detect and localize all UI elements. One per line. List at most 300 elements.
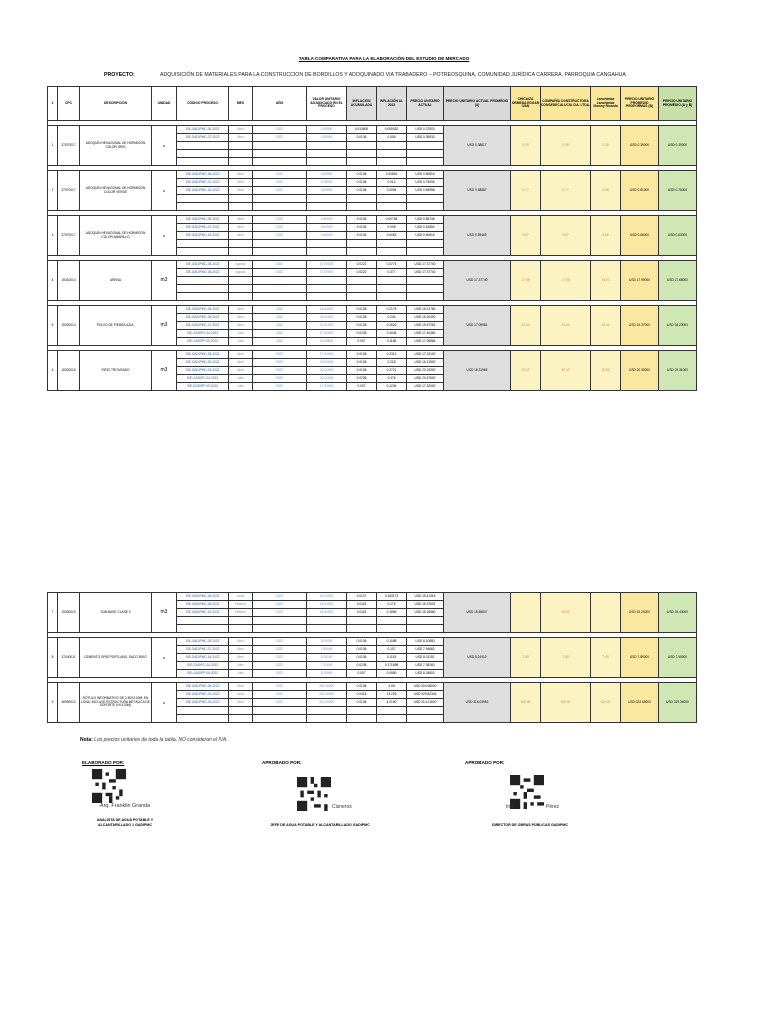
process-month (229, 277, 253, 285)
signature-2-heading: APROBADO POR: (262, 760, 302, 765)
item-unit: u (152, 683, 177, 723)
process-month: Julio (229, 338, 253, 346)
price-current: USD 0.60816 (407, 171, 444, 179)
process-code (177, 625, 229, 633)
provider-2-price: 0.77 (541, 171, 591, 211)
adjudicated-value: 15.00000 (307, 601, 347, 609)
header-avg-total: PRECIO UNITARIO PROMEDIO (A y B) (659, 87, 697, 121)
process-code: SIE-GADIPMC-07-2022 (177, 224, 229, 232)
process-year: 2022 (253, 322, 307, 330)
adjudicated-value (307, 277, 347, 285)
item-cpc: 15310014 (58, 261, 80, 301)
process-month: Abril (229, 314, 253, 322)
inflation-2023: 0.00816 (377, 171, 407, 179)
process-year: 2022 (253, 269, 307, 277)
provider-1-price: 340.46 (511, 683, 541, 723)
header-inflation-acc: INFLACIÓN ACUMULADA (347, 87, 377, 121)
adjudicated-value (307, 248, 347, 256)
inflation-2023 (377, 142, 407, 150)
adjudicated-value: 7.80000 (307, 646, 347, 654)
avg-proformas-price: USD 17.99000 (621, 261, 659, 301)
provider-1-price: 0.77 (511, 171, 541, 211)
qr-code-icon (510, 775, 544, 809)
adjudicated-value (307, 203, 347, 211)
process-month: Abril (229, 322, 253, 330)
item-number: 8 (48, 638, 58, 678)
inflation-accumulated (347, 277, 377, 285)
price-current: USD 0.69958 (407, 187, 444, 195)
adjudicated-value: 16.00000 (307, 359, 347, 367)
adjudicated-value: 17.00000 (307, 261, 347, 269)
item-unit: m3 (152, 351, 177, 391)
process-code (177, 142, 229, 150)
price-current (407, 617, 444, 625)
provider-2-price: 7.89 (541, 638, 591, 678)
process-code (177, 158, 229, 166)
item-number: 7 (48, 593, 58, 633)
process-month (229, 203, 253, 211)
inflation-2023: 0.218 (377, 359, 407, 367)
process-code (177, 195, 229, 203)
process-month: Abril (229, 351, 253, 359)
footnote (80, 737, 228, 743)
process-year (253, 240, 307, 248)
inflation-2023: 0.377 (377, 269, 407, 277)
process-code (177, 277, 229, 285)
process-code: SIE-GADIPMC-05-2022 (177, 306, 229, 314)
header-month: MES (229, 87, 253, 121)
process-month: Junio (229, 593, 253, 601)
process-month: Junio (229, 691, 253, 699)
adjudicated-value: 7.21000 (307, 662, 347, 670)
process-month (229, 617, 253, 625)
inflation-accumulated: 0.0222 (347, 269, 377, 277)
process-code: SIE-GADIPMC-03-2022 (177, 367, 229, 375)
provider-1-price: 20.00 (511, 306, 541, 346)
signature-2-role: JEFE DE AGUA POTABLE Y ALCANTARILLADO GADIPMC (270, 823, 370, 827)
process-year: 2022 (253, 638, 307, 646)
price-current (407, 158, 444, 166)
inflation-accumulated: 0.007 (347, 338, 377, 346)
adjudicated-value: 15.00000 (307, 314, 347, 322)
provider-3-price: 0.68 (591, 171, 621, 211)
inflation-accumulated (347, 715, 377, 723)
adjudicated-value: 17.00000 (307, 330, 347, 338)
inflation-2023: 0.1189 (377, 338, 407, 346)
price-current: USD 0.55748 (407, 216, 444, 224)
inflation-accumulated: 0.0136 (347, 683, 377, 691)
inflation-accumulated: 0.007 (347, 383, 377, 391)
process-year: 2022 (253, 134, 307, 142)
price-current (407, 248, 444, 256)
process-year: 2022 (253, 261, 307, 269)
process-year (253, 150, 307, 158)
table-row (48, 216, 697, 224)
price-current (407, 277, 444, 285)
process-code: SIE-GADIPMC-16-2022 (177, 232, 229, 240)
process-month (229, 625, 253, 633)
inflation-accumulated: 0.0136 (347, 367, 377, 375)
inflation-2023: 13.225 (377, 691, 407, 699)
avg-proformas-price: USD 7.89000 (621, 638, 659, 678)
process-month: Abril (229, 232, 253, 240)
adjudicated-value (307, 150, 347, 158)
inflation-2023 (377, 707, 407, 715)
inflation-accumulated: 0.0136 (347, 638, 377, 646)
price-current: USD 17.37740 (407, 269, 444, 277)
price-current (407, 142, 444, 150)
process-year: 2022 (253, 224, 307, 232)
header-avg-current: PRECIO UNITARIO ACTUAL PROMEDIO (X) (444, 87, 511, 121)
inflation-accumulated (347, 285, 377, 293)
process-year: 2022 (253, 683, 307, 691)
price-current: USD 20.23300 (407, 367, 444, 375)
signature-3-name: Pérez (546, 804, 560, 810)
process-year (253, 715, 307, 723)
inflation-accumulated (347, 617, 377, 625)
provider-3-price: 320.20 (591, 683, 621, 723)
adjudicated-value: 0.60000 (307, 232, 347, 240)
process-year: 2022 (253, 330, 307, 338)
process-month: Abril (229, 224, 253, 232)
table-row (48, 126, 697, 134)
table-row (48, 593, 697, 601)
inflation-2023 (377, 240, 407, 248)
adjudicated-value (307, 293, 347, 301)
item-unit: m3 (152, 593, 177, 633)
process-code (177, 248, 229, 256)
adjudicated-value: 20.00000 (307, 367, 347, 375)
inflation-2023: 0.1856 (377, 609, 407, 617)
process-month (229, 248, 253, 256)
process-month: Abril (229, 367, 253, 375)
inflation-2023: 0.00748 (377, 216, 407, 224)
process-year (253, 195, 307, 203)
inflation-accumulated (347, 707, 377, 715)
inflation-accumulated: 0.0136 (347, 171, 377, 179)
item-unit: m3 (152, 261, 177, 301)
inflation-accumulated: 0.0136 (347, 314, 377, 322)
price-current: USD 314.21600 (407, 699, 444, 707)
process-month (229, 240, 253, 248)
process-month (229, 285, 253, 293)
price-current: USD 304.08000 (407, 683, 444, 691)
process-year: 2022 (253, 646, 307, 654)
process-month: Abril (229, 359, 253, 367)
adjudicated-value (307, 195, 347, 203)
price-current (407, 285, 444, 293)
footnote-text: Los precios unitarios de toda la tabla, NO consideran el IVA. (94, 737, 228, 743)
avg-proformas-price: USD 0.66000 (621, 216, 659, 256)
inflation-2023: 0.171598 (377, 662, 407, 670)
process-code: SIE-GADIPMC-05-2022 (177, 638, 229, 646)
process-code: SIE-GADIPMC-06-2022 (177, 593, 229, 601)
provider-2-price: 0.67 (541, 216, 591, 256)
process-code: SIE-GADIPP-09-2022 (177, 383, 229, 391)
inflation-accumulated: 0.0136 (347, 322, 377, 330)
avg-total-price: USD 0.75000 (659, 171, 697, 211)
process-month: Julio (229, 383, 253, 391)
item-unit: u (152, 171, 177, 211)
process-code: SIE-GADIPMC-06-2022 (177, 216, 229, 224)
price-current: USD 0.39530 (407, 134, 444, 142)
header-price-current: PRECIO UNITARIO ACTUAL (407, 87, 444, 121)
inflation-2023 (377, 203, 407, 211)
item-unit: m3 (152, 306, 177, 346)
price-current: USD 0.60816 (407, 232, 444, 240)
inflation-2023: 0.163173 (377, 593, 407, 601)
process-year: 2022 (253, 670, 307, 678)
inflation-accumulated: 0.0136 (347, 232, 377, 240)
item-cpc: 37440011 (58, 638, 80, 678)
process-month: Abril (229, 134, 253, 142)
signature-1-heading: ELABORADO POR: (82, 760, 125, 765)
adjudicated-value: 0.75000 (307, 179, 347, 187)
process-month: Abril (229, 699, 253, 707)
process-code (177, 707, 229, 715)
process-code: SIE-GADIPMC-06-2022 (177, 171, 229, 179)
process-year: 2022 (253, 609, 307, 617)
item-unit: u (152, 126, 177, 166)
price-current: USD 16.21800 (407, 359, 444, 367)
process-code (177, 240, 229, 248)
process-month: Abril (229, 683, 253, 691)
document-title: TABLA COMPARATIVA PARA LA ELABORACIÓN DEL ESTUDIO DE MERCADO (298, 56, 470, 61)
adjudicated-value: 8.00000 (307, 638, 347, 646)
price-current (407, 150, 444, 158)
inflation-accumulated (347, 158, 377, 166)
adjudicated-value: 0.69900 (307, 187, 347, 195)
adjudicated-value: 0.39900 (307, 126, 347, 134)
inflation-2023: 0.0082 (377, 232, 407, 240)
inflation-accumulated: 0.0136 (347, 134, 377, 142)
avg-current-price: USD 17.09964 (444, 306, 511, 346)
avg-proformas-price: USD 19.37000 (621, 306, 659, 346)
provider-3-price: 18.00 (591, 306, 621, 346)
process-year: 2022 (253, 338, 307, 346)
inflation-2023 (377, 158, 407, 166)
item-number: 4 (48, 261, 58, 301)
header-cpc: CPC (58, 87, 80, 121)
process-code: SIE-GADIPMC-07-2022 (177, 179, 229, 187)
provider-3-price: 0.65 (591, 216, 621, 256)
item-cpc: 37570017 (58, 171, 80, 211)
process-code (177, 617, 229, 625)
inflation-accumulated: 0.0116 (347, 609, 377, 617)
avg-current-price: USD 17.37740 (444, 261, 511, 301)
provider-2-price: 17.98 (541, 261, 591, 301)
process-month: Abril (229, 646, 253, 654)
signature-2-name: Cisneros (332, 804, 352, 810)
table-row (48, 261, 697, 269)
process-year: 2022 (253, 171, 307, 179)
process-year (253, 617, 307, 625)
header-avg-proformas: PRECIO UNITARIO PROMEDIO PROFORMAS (B) (621, 87, 659, 121)
process-code: SIE-GADIPMC-06-2022 (177, 601, 229, 609)
comparison-table-top (47, 86, 697, 391)
process-code: SIE-GADIPMC-05-2022 (177, 683, 229, 691)
process-code: SIE-GADIPMC-07-2022 (177, 322, 229, 330)
inflation-accumulated: 0.0136 (347, 306, 377, 314)
table-row (48, 306, 697, 314)
item-number: 2 (48, 171, 58, 211)
provider-2-price: 295.00 (541, 683, 591, 723)
inflation-2023 (377, 715, 407, 723)
inflation-2023: 0.1115 (377, 654, 407, 662)
avg-total-price: USD 15.43000 (659, 593, 697, 633)
process-code (177, 715, 229, 723)
process-month: Abril (229, 126, 253, 134)
item-number: 9 (48, 683, 58, 723)
process-year: 2022 (253, 593, 307, 601)
header-description: DESCRIPCIÓN (80, 87, 152, 121)
price-current: USD 8.10880 (407, 638, 444, 646)
avg-current-price: USD 18.31965 (444, 351, 511, 391)
header-code: CÓDIGO PROCESO (177, 87, 229, 121)
item-description: SUB-BASE CLASE 3 (80, 593, 152, 633)
item-number: 1 (48, 126, 58, 166)
process-code (177, 293, 229, 301)
price-current (407, 715, 444, 723)
inflation-accumulated (347, 150, 377, 158)
process-code (177, 285, 229, 293)
adjudicated-value: 16.00000 (307, 306, 347, 314)
inflation-2023 (377, 285, 407, 293)
inflation-accumulated: 0.0116 (347, 601, 377, 609)
price-current (407, 625, 444, 633)
inflation-2023: 0.476 (377, 375, 407, 383)
price-current: USD 15.20400 (407, 314, 444, 322)
adjudicated-value (307, 715, 347, 723)
avg-current-price: USD 8.01910 (444, 638, 511, 678)
process-code: SIE-GADIPC-04-2022 (177, 375, 229, 383)
inflation-accumulated (347, 293, 377, 301)
price-current: USD 16.21760 (407, 306, 444, 314)
inflation-accumulated: 0.0238 (347, 375, 377, 383)
item-cpc: 15330010 (58, 593, 80, 633)
process-month (229, 707, 253, 715)
inflation-2023: 0.176 (377, 601, 407, 609)
item-unit: u (152, 216, 177, 256)
process-month: Abril (229, 179, 253, 187)
process-year: 2022 (253, 662, 307, 670)
provider-3-price: 18.00 (591, 261, 621, 301)
price-current: USD 7.94662 (407, 646, 444, 654)
process-year: 2022 (253, 314, 307, 322)
provider-2-price: 20.47 (541, 351, 591, 391)
inflation-2023 (377, 150, 407, 158)
avg-total-price: USD 0.39000 (659, 126, 697, 166)
process-code: SIE-GADIPMC-06-2022 (177, 126, 229, 134)
header-num: # (48, 87, 58, 121)
project-value: ADQUISICIÓN DE MATERIALES PARA LA CONSTRUCCION DE BORDILLOS Y ADOQUINADO VIA TRABADERO – POTREOSQUINA, COMUNIDAD JURÍDICA CARRERA, PARROQUIA CANGAHUA (160, 72, 626, 78)
avg-total-price: USD 0.63000 (659, 216, 697, 256)
adjudicated-value (307, 617, 347, 625)
price-current: USD 19.57262 (407, 322, 444, 330)
adjudicated-value: 17.00000 (307, 269, 347, 277)
qr-code-icon (297, 777, 331, 811)
adjudicated-value: 17.00000 (307, 351, 347, 359)
item-cpc: 46990010 (58, 683, 80, 723)
avg-total-price: USD 319.34000 (659, 683, 697, 723)
item-description: ADOQUÍN HEXAGONAL DE HORMIGÓN COLOR AMARILLO (80, 216, 152, 256)
inflation-2023: 0.204 (377, 314, 407, 322)
price-current: USD 17.37740 (407, 261, 444, 269)
inflation-accumulated: 0.0238 (347, 330, 377, 338)
inflation-accumulated: 0.0238 (347, 662, 377, 670)
table-row (48, 351, 697, 359)
avg-current-price: USD 0.68887 (444, 171, 511, 211)
header-provider-2: COMPAÑÍA CONSTRUCTORA CONSEDECALUCIA CIA. LTDA. (541, 87, 591, 121)
inflation-2023: 0.2626 (377, 322, 407, 330)
adjudicated-value (307, 285, 347, 293)
process-year: 2022 (253, 367, 307, 375)
inflation-accumulated: 0.0136 (347, 216, 377, 224)
inflation-2023: 0.2721 (377, 367, 407, 375)
price-current: USD 16.18560 (407, 609, 444, 617)
price-current: USD 17.40460 (407, 330, 444, 338)
avg-current-price: USD 316.03982 (444, 683, 511, 723)
price-current: USD 15.37632 (407, 601, 444, 609)
process-year: 2022 (253, 232, 307, 240)
adjudicated-value: 0.50000 (307, 216, 347, 224)
process-code: SIE-GADIPMC-03-2022 (177, 699, 229, 707)
comparison-table-bottom (47, 592, 697, 723)
process-year: 2022 (253, 216, 307, 224)
process-code: SIE-GADIPMC-16-2022 (177, 609, 229, 617)
process-code: SIE-GADIPMC-16-2022 (177, 187, 229, 195)
process-month: Abril (229, 638, 253, 646)
process-code: SIE-GADIPC-04-2022 (177, 330, 229, 338)
avg-current-price: USD 0.38817 (444, 126, 511, 166)
inflation-accumulated: 0.0136 (347, 359, 377, 367)
inflation-accumulated (347, 142, 377, 150)
process-month: Abril (229, 654, 253, 662)
header-inflation-2023: INFLACIÓN AL 2023 (377, 87, 407, 121)
adjudicated-value: 17.20000 (307, 383, 347, 391)
process-year (253, 203, 307, 211)
provider-3-price: 19.95 (591, 351, 621, 391)
inflation-2023: 0.005 (377, 134, 407, 142)
avg-current-price: USD 15.65837 (444, 593, 511, 633)
adjudicated-value: 0.61000 (307, 224, 347, 232)
avg-total-price: USD 18.23000 (659, 306, 697, 346)
price-current (407, 240, 444, 248)
inflation-2023: 0.107 (377, 646, 407, 654)
adjudicated-value: 16.98800 (307, 338, 347, 346)
process-month: Abril (229, 187, 253, 195)
process-month (229, 715, 253, 723)
inflation-accumulated: 0.0418 (347, 691, 377, 699)
process-year: 2022 (253, 654, 307, 662)
process-month: Julio (229, 330, 253, 338)
price-current: USD 8.34803 (407, 670, 444, 678)
item-unit: u (152, 638, 177, 678)
inflation-2023: 4.2160 (377, 699, 407, 707)
item-number: 3 (48, 216, 58, 256)
process-month (229, 195, 253, 203)
process-year: 2022 (253, 375, 307, 383)
adjudicated-value: 16.00000 (307, 609, 347, 617)
inflation-accumulated (347, 195, 377, 203)
inflation-accumulated (347, 203, 377, 211)
adjudicated-value: 310.00000 (307, 699, 347, 707)
header-year: AÑO (253, 87, 307, 121)
price-current: USD 0.75006 (407, 179, 444, 187)
process-year: 2022 (253, 126, 307, 134)
process-year: 2022 (253, 383, 307, 391)
inflation-accumulated (347, 625, 377, 633)
